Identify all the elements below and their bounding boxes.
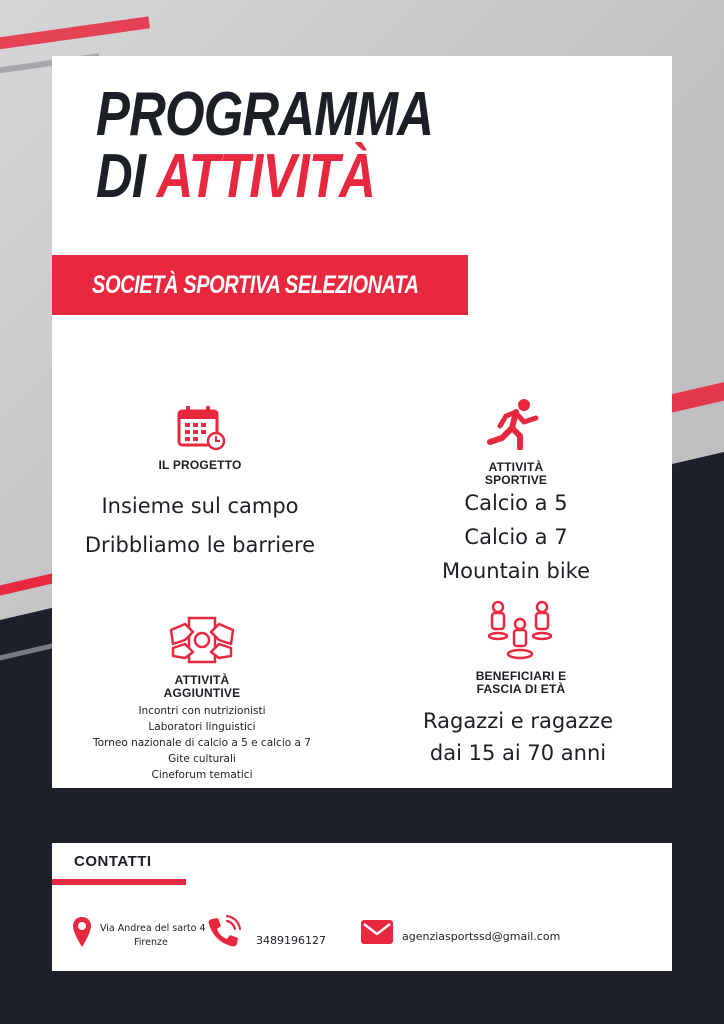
location-pin-icon xyxy=(72,916,92,948)
sportive-label-1: ATTIVITÀ xyxy=(488,460,544,474)
sportive-item-3: Mountain bike xyxy=(441,559,590,583)
aggiuntive-item-1: Incontri con nutrizionisti xyxy=(138,705,266,717)
section-label-beneficiari xyxy=(446,670,596,696)
aggiuntive-item-2: Laboratori linguistici xyxy=(148,721,256,733)
section-label-aggiuntive xyxy=(132,674,272,700)
hands-ball-icon xyxy=(165,614,239,666)
people-group-icon xyxy=(488,600,552,662)
address-line-2: Firenze xyxy=(134,937,168,948)
title-line2 xyxy=(96,142,433,211)
beneficiari-label-1: BENEFICIARI E xyxy=(475,669,567,683)
aggiuntive-item-4: Gite culturali xyxy=(168,753,236,765)
aggiuntive-label-1: ATTIVITÀ xyxy=(174,673,230,687)
aggiuntive-item-3: Torneo nazionale di calcio a 5 e calcio a 7 xyxy=(93,737,311,749)
phone-icon xyxy=(206,915,242,949)
sportive-item-2: Calcio a 7 xyxy=(464,525,568,549)
section-label-sportive xyxy=(446,461,586,487)
beneficiari-line-2: dai 15 ai 70 anni xyxy=(429,741,607,765)
contact-title-underline xyxy=(52,879,186,885)
address-line-1: Via Andrea del sarto 4 xyxy=(100,923,206,934)
title-prefix: DI xyxy=(96,142,157,211)
banner-text: SOCIETÀ SPORTIVA SELEZIONATA xyxy=(92,271,419,299)
sportive-label-2: SPORTIVE xyxy=(484,473,548,487)
section-label-progetto: IL PROGETTO xyxy=(158,458,242,472)
beneficiari-label-2: FASCIA DI ETÀ xyxy=(476,682,566,696)
progetto-line-2: Dribbliamo le barriere xyxy=(84,533,316,557)
mail-icon xyxy=(361,920,393,944)
title-line1: PROGRAMMA xyxy=(96,80,434,149)
contact-title: CONTATTI xyxy=(74,853,152,870)
beneficiari-line-1: Ragazzi e ragazze xyxy=(422,709,613,733)
aggiuntive-item-5: Cineforum tematici xyxy=(151,769,253,781)
subtitle-banner xyxy=(52,255,468,315)
sportive-item-1: Calcio a 5 xyxy=(464,491,568,515)
title-accent: ATTIVITÀ xyxy=(156,142,376,211)
running-person-icon xyxy=(486,398,544,450)
email-address[interactable]: agenziasportssd@gmail.com xyxy=(402,930,561,943)
aggiuntive-label-2: AGGIUNTIVE xyxy=(163,686,241,700)
page-title xyxy=(96,80,434,211)
phone-number[interactable]: 3489196127 xyxy=(256,934,326,947)
calendar-clock-icon xyxy=(176,405,228,451)
progetto-line-1: Insieme sul campo xyxy=(101,494,299,518)
